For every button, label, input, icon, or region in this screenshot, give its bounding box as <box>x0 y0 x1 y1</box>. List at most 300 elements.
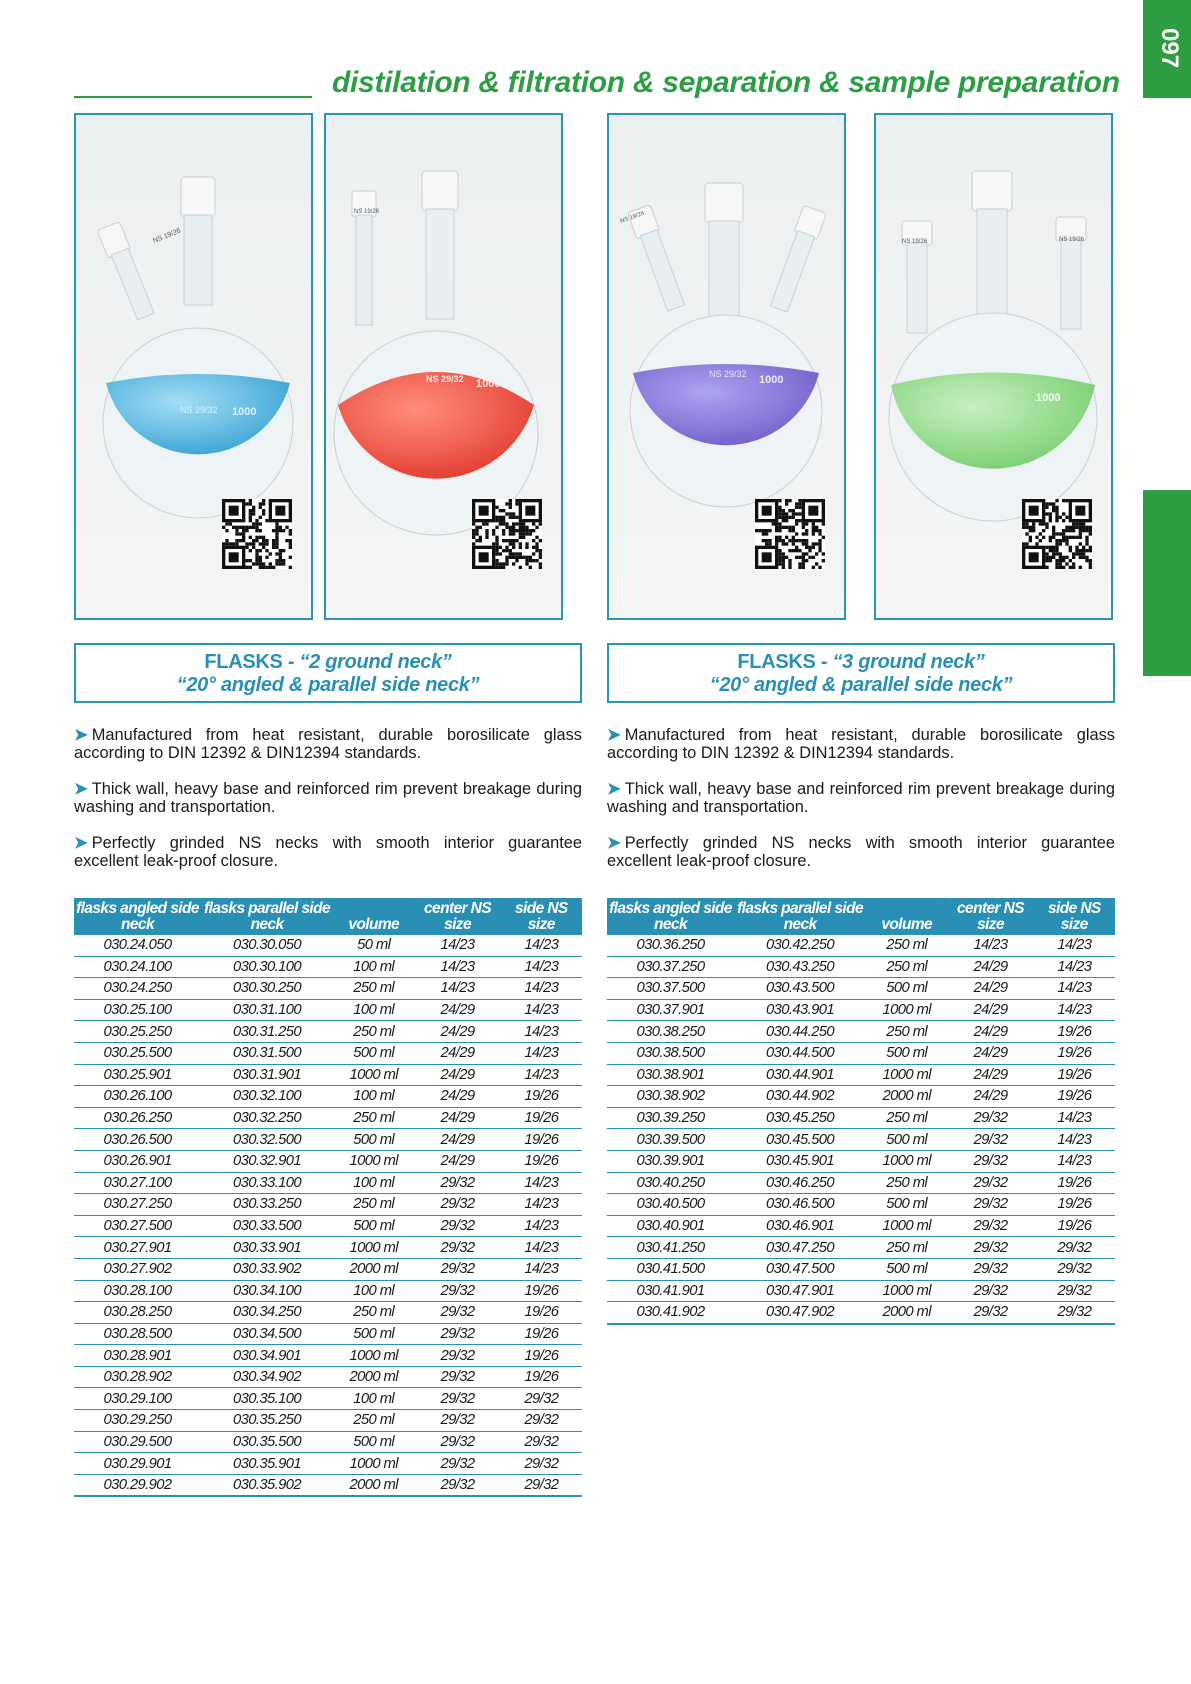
table-row <box>607 1021 1115 1043</box>
table-cell: 030.32.500 <box>201 1129 333 1151</box>
table-row <box>74 1086 582 1108</box>
table-cell: 14/23 <box>501 1172 582 1194</box>
table-cell: 29/32 <box>414 1215 500 1237</box>
feature-item <box>607 726 1115 762</box>
table-cell: 030.29.901 <box>74 1453 201 1475</box>
col-header: volume <box>866 898 947 935</box>
table-cell: 500 ml <box>866 978 947 1000</box>
table-cell: 030.35.100 <box>201 1388 333 1410</box>
table-cell: 250 ml <box>866 935 947 956</box>
table-cell: 1000 ml <box>866 1215 947 1237</box>
table-cell: 030.25.500 <box>74 1042 201 1064</box>
table-cell: 030.29.100 <box>74 1388 201 1410</box>
feature-text: Perfectly grinded NS necks with smooth interior guarantee excellent leak-proof closure. <box>607 834 1115 870</box>
table-cell: 030.27.500 <box>74 1215 201 1237</box>
title-subtitle: “20° angled & parallel side neck” <box>709 674 1013 696</box>
table-cell: 030.30.250 <box>201 978 333 1000</box>
table-header-row <box>607 898 1115 935</box>
table-cell: 14/23 <box>501 1064 582 1086</box>
table-cell: 24/29 <box>947 1064 1033 1086</box>
table-cell: 19/26 <box>1034 1021 1115 1043</box>
table-cell: 1000 ml <box>866 1150 947 1172</box>
table-cell: 030.40.500 <box>607 1194 734 1216</box>
table-cell: 1000 ml <box>333 1237 414 1259</box>
table-row <box>74 1194 582 1216</box>
table-cell: 030.41.901 <box>607 1280 734 1302</box>
table-cell: 250 ml <box>866 1172 947 1194</box>
col-header: flasks angled side neck <box>607 898 734 935</box>
table-cell: 24/29 <box>947 956 1033 978</box>
table-cell: 030.36.250 <box>607 935 734 956</box>
table-row <box>607 999 1115 1021</box>
table-cell: 500 ml <box>333 1323 414 1345</box>
page-number-tab <box>1143 0 1191 98</box>
table-cell: 24/29 <box>414 1129 500 1151</box>
table-row <box>607 1064 1115 1086</box>
feature-item <box>74 780 582 816</box>
table-cell: 030.34.500 <box>201 1323 333 1345</box>
table-row <box>607 1237 1115 1259</box>
table-cell: 29/32 <box>414 1237 500 1259</box>
table-cell: 030.31.250 <box>201 1021 333 1043</box>
table-cell: 29/32 <box>947 1129 1033 1151</box>
product-photo-2-neck-angled <box>74 113 313 620</box>
table-cell: 14/23 <box>1034 935 1115 956</box>
table-cell: 19/26 <box>1034 1172 1115 1194</box>
table-cell: 24/29 <box>414 1064 500 1086</box>
table-cell: 2000 ml <box>333 1366 414 1388</box>
table-cell: 030.31.100 <box>201 999 333 1021</box>
table-row <box>74 978 582 1000</box>
qr-code-icon <box>222 499 292 569</box>
table-cell: 24/29 <box>414 1042 500 1064</box>
table-cell: 030.28.901 <box>74 1345 201 1367</box>
section-title: distilation & filtration & separation & sample preparation <box>332 66 1120 99</box>
table-cell: 2000 ml <box>333 1258 414 1280</box>
table-cell: 1000 ml <box>866 999 947 1021</box>
table-cell: 030.37.901 <box>607 999 734 1021</box>
table-cell: 29/32 <box>414 1453 500 1475</box>
table-cell: 29/32 <box>501 1431 582 1453</box>
table-row <box>74 1280 582 1302</box>
table-cell: 250 ml <box>866 1107 947 1129</box>
table-cell: 030.37.500 <box>607 978 734 1000</box>
table-cell: 500 ml <box>333 1215 414 1237</box>
table-cell: 030.41.500 <box>607 1258 734 1280</box>
col-header: flasks parallel side neck <box>201 898 333 935</box>
table-cell: 030.45.901 <box>734 1150 866 1172</box>
title-main: FLASKS - <box>737 651 833 673</box>
feature-text: Manufactured from heat resistant, durable borosilicate glass according to DIN 12392 & DIN12394 standards. <box>607 726 1115 762</box>
table-cell: 030.38.901 <box>607 1064 734 1086</box>
table-cell: 29/32 <box>414 1345 500 1367</box>
table-cell: 030.24.100 <box>74 956 201 978</box>
table-cell: 030.32.250 <box>201 1107 333 1129</box>
table-cell: 030.26.500 <box>74 1129 201 1151</box>
table-cell: 250 ml <box>866 956 947 978</box>
table-cell: 030.28.250 <box>74 1302 201 1324</box>
table-cell: 14/23 <box>501 1215 582 1237</box>
table-cell: 29/32 <box>501 1453 582 1475</box>
table-cell: 250 ml <box>866 1237 947 1259</box>
table-cell: 29/32 <box>414 1431 500 1453</box>
table-cell: 29/32 <box>1034 1280 1115 1302</box>
neck-label: NS 19/26 <box>354 209 380 215</box>
table-cell: 24/29 <box>947 1042 1033 1064</box>
table-cell: 19/26 <box>501 1302 582 1324</box>
table-cell: 030.47.250 <box>734 1237 866 1259</box>
table-cell: 14/23 <box>501 1021 582 1043</box>
table-cell: 24/29 <box>947 978 1033 1000</box>
product-photo-3-neck-angled <box>607 113 846 620</box>
right-product-title <box>607 643 1115 703</box>
table-row <box>74 1323 582 1345</box>
table-row <box>74 956 582 978</box>
table-cell: 030.45.250 <box>734 1107 866 1129</box>
ns-label: NS 29/32 <box>709 369 747 379</box>
table-cell: 250 ml <box>333 1410 414 1432</box>
table-cell: 14/23 <box>1034 1129 1115 1151</box>
left-spec-table <box>74 898 582 1497</box>
table-cell: 030.34.250 <box>201 1302 333 1324</box>
table-row <box>607 1086 1115 1108</box>
table-cell: 250 ml <box>333 978 414 1000</box>
col-header: volume <box>333 898 414 935</box>
table-cell: 500 ml <box>866 1258 947 1280</box>
table-row <box>607 1107 1115 1129</box>
table-cell: 14/23 <box>501 1194 582 1216</box>
table-row <box>74 1474 582 1496</box>
table-cell: 030.31.901 <box>201 1064 333 1086</box>
table-row <box>607 935 1115 956</box>
table-cell: 030.37.250 <box>607 956 734 978</box>
table-cell: 030.32.901 <box>201 1150 333 1172</box>
table-cell: 030.24.050 <box>74 935 201 956</box>
ns-label: NS 29/32 <box>426 374 464 384</box>
volume-mark: 1000 <box>759 374 784 386</box>
neck-label: NS 19/26 <box>152 227 182 245</box>
table-cell: 2000 ml <box>333 1474 414 1496</box>
table-cell: 24/29 <box>414 1086 500 1108</box>
table-row <box>74 1021 582 1043</box>
qr-code-icon <box>755 499 825 569</box>
table-cell: 030.40.250 <box>607 1172 734 1194</box>
table-cell: 14/23 <box>414 956 500 978</box>
table-cell: 14/23 <box>1034 956 1115 978</box>
table-cell: 2000 ml <box>866 1086 947 1108</box>
table-cell: 030.41.902 <box>607 1302 734 1324</box>
neck-label: NS 19/26 <box>902 239 928 245</box>
table-cell: 24/29 <box>947 1021 1033 1043</box>
table-row <box>74 1172 582 1194</box>
table-cell: 29/32 <box>414 1280 500 1302</box>
table-cell: 14/23 <box>1034 1150 1115 1172</box>
table-cell: 030.39.250 <box>607 1107 734 1129</box>
table-row <box>74 999 582 1021</box>
table-cell: 500 ml <box>866 1194 947 1216</box>
table-cell: 14/23 <box>1034 999 1115 1021</box>
table-cell: 030.44.901 <box>734 1064 866 1086</box>
table-cell: 030.28.500 <box>74 1323 201 1345</box>
header-rule <box>74 96 312 98</box>
table-cell: 250 ml <box>333 1021 414 1043</box>
table-row <box>74 1302 582 1324</box>
table-cell: 500 ml <box>866 1042 947 1064</box>
table-cell: 500 ml <box>333 1129 414 1151</box>
qr-code-icon <box>472 499 542 569</box>
table-row <box>607 1129 1115 1151</box>
table-cell: 030.40.901 <box>607 1215 734 1237</box>
title-quote: “3 ground neck” <box>832 651 985 673</box>
table-row <box>74 1258 582 1280</box>
table-cell: 030.27.250 <box>74 1194 201 1216</box>
table-cell: 030.39.901 <box>607 1150 734 1172</box>
product-photo-2-neck-parallel <box>324 113 563 620</box>
table-cell: 14/23 <box>501 978 582 1000</box>
table-cell: 030.25.250 <box>74 1021 201 1043</box>
table-cell: 030.46.250 <box>734 1172 866 1194</box>
table-cell: 030.29.250 <box>74 1410 201 1432</box>
table-cell: 250 ml <box>333 1194 414 1216</box>
table-cell: 030.34.901 <box>201 1345 333 1367</box>
table-cell: 29/32 <box>414 1258 500 1280</box>
volume-mark: 1000 <box>1036 392 1061 404</box>
table-cell: 030.33.902 <box>201 1258 333 1280</box>
table-cell: 030.38.250 <box>607 1021 734 1043</box>
table-row <box>74 1150 582 1172</box>
table-cell: 29/32 <box>414 1410 500 1432</box>
feature-text: Thick wall, heavy base and reinforced rim prevent breakage during washing and transportation. <box>607 780 1115 816</box>
table-cell: 29/32 <box>947 1215 1033 1237</box>
table-cell: 030.43.901 <box>734 999 866 1021</box>
table-cell: 030.27.902 <box>74 1258 201 1280</box>
table-cell: 29/32 <box>947 1258 1033 1280</box>
table-cell: 19/26 <box>501 1107 582 1129</box>
table-cell: 030.39.500 <box>607 1129 734 1151</box>
table-row <box>607 1280 1115 1302</box>
table-cell: 14/23 <box>1034 1107 1115 1129</box>
table-cell: 50 ml <box>333 935 414 956</box>
table-cell: 500 ml <box>333 1431 414 1453</box>
table-cell: 030.44.902 <box>734 1086 866 1108</box>
table-cell: 250 ml <box>866 1021 947 1043</box>
table-cell: 29/32 <box>414 1194 500 1216</box>
table-cell: 14/23 <box>1034 978 1115 1000</box>
chevron-right-icon: ➤ <box>74 726 88 744</box>
left-feature-list <box>74 726 582 888</box>
table-cell: 29/32 <box>414 1366 500 1388</box>
table-cell: 29/32 <box>947 1302 1033 1324</box>
feature-item <box>74 834 582 870</box>
table-cell: 030.28.902 <box>74 1366 201 1388</box>
table-cell: 030.30.050 <box>201 935 333 956</box>
table-cell: 19/26 <box>501 1345 582 1367</box>
feature-text: Manufactured from heat resistant, durable borosilicate glass according to DIN 12392 & DIN12394 standards. <box>74 726 582 762</box>
chevron-right-icon: ➤ <box>607 726 621 744</box>
table-row <box>607 956 1115 978</box>
table-cell: 030.38.902 <box>607 1086 734 1108</box>
right-feature-list <box>607 726 1115 888</box>
table-row <box>607 1150 1115 1172</box>
table-cell: 030.27.901 <box>74 1237 201 1259</box>
table-cell: 030.33.250 <box>201 1194 333 1216</box>
table-cell: 030.28.100 <box>74 1280 201 1302</box>
table-cell: 2000 ml <box>866 1302 947 1324</box>
table-cell: 030.24.250 <box>74 978 201 1000</box>
chevron-right-icon: ➤ <box>607 780 621 798</box>
table-cell: 030.46.901 <box>734 1215 866 1237</box>
table-cell: 030.25.100 <box>74 999 201 1021</box>
table-cell: 100 ml <box>333 956 414 978</box>
table-cell: 1000 ml <box>333 1345 414 1367</box>
table-cell: 030.26.250 <box>74 1107 201 1129</box>
table-row <box>74 1410 582 1432</box>
feature-item <box>74 726 582 762</box>
table-cell: 030.35.500 <box>201 1431 333 1453</box>
table-cell: 030.29.902 <box>74 1474 201 1496</box>
table-cell: 030.43.500 <box>734 978 866 1000</box>
neck-label: NS 19/26 <box>619 210 646 225</box>
table-cell: 19/26 <box>501 1323 582 1345</box>
table-cell: 030.35.902 <box>201 1474 333 1496</box>
table-cell: 1000 ml <box>866 1064 947 1086</box>
table-cell: 29/32 <box>414 1302 500 1324</box>
table-row <box>607 1302 1115 1324</box>
table-cell: 19/26 <box>1034 1215 1115 1237</box>
left-product-title <box>74 643 582 703</box>
chevron-right-icon: ➤ <box>74 780 88 798</box>
col-header: flasks angled side neck <box>74 898 201 935</box>
table-cell: 1000 ml <box>333 1064 414 1086</box>
table-cell: 030.33.100 <box>201 1172 333 1194</box>
table-cell: 030.26.100 <box>74 1086 201 1108</box>
table-cell: 29/32 <box>414 1172 500 1194</box>
table-cell: 030.44.250 <box>734 1021 866 1043</box>
table-cell: 030.35.250 <box>201 1410 333 1432</box>
table-row <box>74 1107 582 1129</box>
table-cell: 030.47.500 <box>734 1258 866 1280</box>
table-cell: 500 ml <box>333 1042 414 1064</box>
table-row <box>607 978 1115 1000</box>
table-cell: 100 ml <box>333 1172 414 1194</box>
table-cell: 030.29.500 <box>74 1431 201 1453</box>
feature-text: Thick wall, heavy base and reinforced rim prevent breakage during washing and transportation. <box>74 780 582 816</box>
ns-label: NS 29/32 <box>180 405 218 415</box>
neck-label: NS 19/26 <box>1059 237 1085 243</box>
table-cell: 100 ml <box>333 1086 414 1108</box>
right-spec-table <box>607 898 1115 1325</box>
volume-mark: 1000 <box>476 378 501 390</box>
volume-mark: 1000 <box>232 406 257 418</box>
table-cell: 1000 ml <box>333 1453 414 1475</box>
table-cell: 29/32 <box>501 1474 582 1496</box>
table-cell: 030.34.100 <box>201 1280 333 1302</box>
col-header: side NS size <box>501 898 582 935</box>
table-cell: 030.41.250 <box>607 1237 734 1259</box>
table-cell: 030.43.250 <box>734 956 866 978</box>
col-header: center NS size <box>947 898 1033 935</box>
page-number: 097 <box>1156 28 1183 69</box>
table-cell: 19/26 <box>501 1129 582 1151</box>
table-cell: 030.27.100 <box>74 1172 201 1194</box>
table-cell: 030.44.500 <box>734 1042 866 1064</box>
table-cell: 29/32 <box>947 1107 1033 1129</box>
table-cell: 030.42.250 <box>734 935 866 956</box>
col-header: flasks parallel side neck <box>734 898 866 935</box>
table-cell: 29/32 <box>414 1388 500 1410</box>
table-cell: 14/23 <box>501 1258 582 1280</box>
table-cell: 030.47.902 <box>734 1302 866 1324</box>
table-row <box>74 1453 582 1475</box>
table-cell: 14/23 <box>414 935 500 956</box>
table-cell: 19/26 <box>1034 1086 1115 1108</box>
product-photo-3-neck-parallel <box>874 113 1113 620</box>
title-main: FLASKS - <box>204 651 300 673</box>
table-cell: 24/29 <box>414 1107 500 1129</box>
table-cell: 19/26 <box>501 1280 582 1302</box>
col-header: center NS size <box>414 898 500 935</box>
table-cell: 29/32 <box>414 1474 500 1496</box>
table-cell: 29/32 <box>1034 1237 1115 1259</box>
table-cell: 24/29 <box>947 999 1033 1021</box>
table-row <box>74 1388 582 1410</box>
table-cell: 1000 ml <box>333 1150 414 1172</box>
table-cell: 29/32 <box>501 1410 582 1432</box>
table-cell: 14/23 <box>414 978 500 1000</box>
feature-item <box>607 834 1115 870</box>
table-cell: 100 ml <box>333 999 414 1021</box>
table-row <box>607 1172 1115 1194</box>
table-cell: 030.46.500 <box>734 1194 866 1216</box>
table-cell: 24/29 <box>414 999 500 1021</box>
title-subtitle: “20° angled & parallel side neck” <box>176 674 480 696</box>
table-cell: 030.31.500 <box>201 1042 333 1064</box>
table-cell: 1000 ml <box>866 1280 947 1302</box>
table-cell: 24/29 <box>414 1150 500 1172</box>
table-row <box>607 1215 1115 1237</box>
table-row <box>607 1194 1115 1216</box>
table-cell: 29/32 <box>947 1172 1033 1194</box>
table-cell: 19/26 <box>1034 1194 1115 1216</box>
table-cell: 030.35.901 <box>201 1453 333 1475</box>
table-cell: 19/26 <box>1034 1042 1115 1064</box>
table-cell: 030.33.500 <box>201 1215 333 1237</box>
table-cell: 030.32.100 <box>201 1086 333 1108</box>
table-row <box>74 1431 582 1453</box>
table-row <box>74 1064 582 1086</box>
table-cell: 030.25.901 <box>74 1064 201 1086</box>
qr-code-icon <box>1022 499 1092 569</box>
table-row <box>74 1129 582 1151</box>
table-cell: 14/23 <box>947 935 1033 956</box>
table-row <box>74 1042 582 1064</box>
table-cell: 19/26 <box>501 1366 582 1388</box>
table-cell: 250 ml <box>333 1302 414 1324</box>
table-row <box>74 1215 582 1237</box>
title-quote: “2 ground neck” <box>299 651 452 673</box>
table-cell: 100 ml <box>333 1280 414 1302</box>
table-cell: 250 ml <box>333 1107 414 1129</box>
table-cell: 19/26 <box>501 1086 582 1108</box>
table-cell: 14/23 <box>501 1042 582 1064</box>
col-header: side NS size <box>1034 898 1115 935</box>
chevron-right-icon: ➤ <box>607 834 621 852</box>
table-cell: 14/23 <box>501 1237 582 1259</box>
table-cell: 29/32 <box>1034 1302 1115 1324</box>
chevron-right-icon: ➤ <box>74 834 88 852</box>
table-cell: 14/23 <box>501 999 582 1021</box>
table-cell: 29/32 <box>414 1323 500 1345</box>
